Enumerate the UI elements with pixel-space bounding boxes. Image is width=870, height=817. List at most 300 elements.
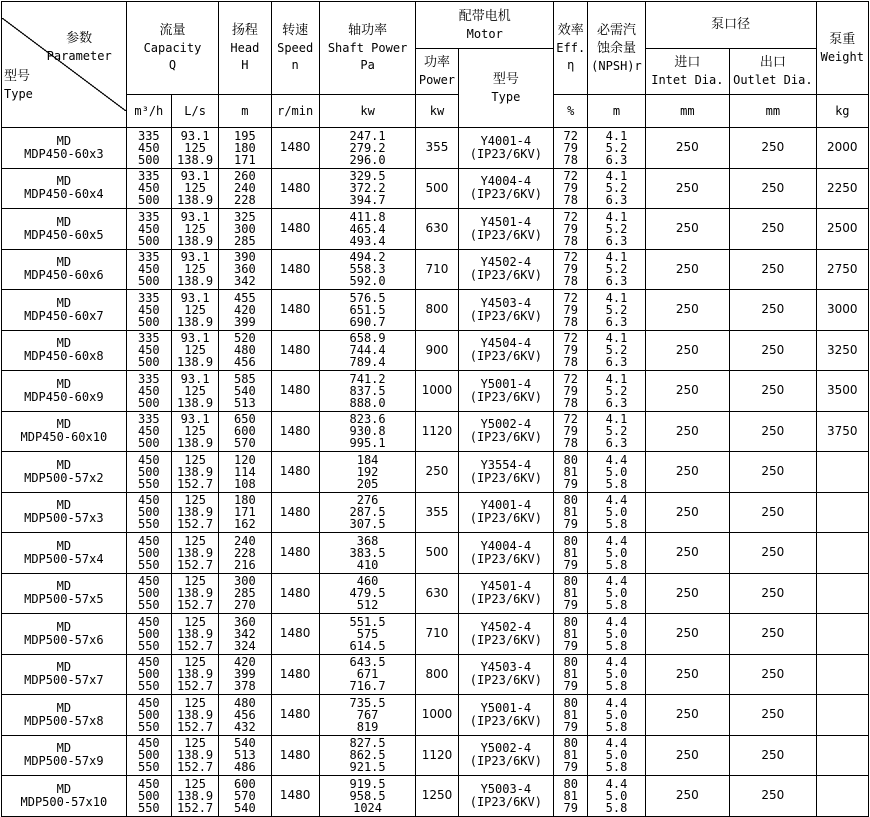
motor-model: Y4502-4	[480, 255, 532, 270]
speed-cell: 1480	[271, 371, 319, 412]
motor-protection: (IP23/6KV)	[469, 349, 542, 364]
head-cell	[219, 411, 271, 452]
head-cell-value: 342	[234, 274, 256, 289]
model-name: MDP500-57x6	[24, 632, 104, 647]
motor-protection: (IP23/6KV)	[469, 146, 542, 161]
capacity-m3h-cell-value: 500	[137, 274, 160, 289]
npsh-value: 6.3	[605, 314, 628, 329]
motor-zh: 配带电机	[458, 8, 511, 24]
head-cell-value: 540	[234, 383, 256, 398]
model-cell	[2, 411, 127, 452]
shaft-power-cell	[319, 330, 416, 371]
outlet-zh: 出口	[759, 55, 786, 70]
speed-cell: 1480	[271, 330, 319, 371]
speed-cell: 1480	[271, 128, 319, 169]
head-cell	[219, 330, 271, 371]
efficiency-cell	[554, 249, 588, 290]
capacity-ls-cell-value: 138.9	[177, 667, 214, 682]
capacity-m3h-cell-value: 500	[137, 395, 160, 410]
npsh-value: 5.2	[605, 221, 628, 236]
npsh-header	[588, 2, 645, 95]
head-cell	[219, 128, 271, 169]
capacity-ls-cell-value: 125	[184, 736, 206, 751]
npsh-value: 4.1	[605, 371, 628, 386]
capacity-m3h-cell-value: 450	[137, 736, 160, 751]
model-cell	[2, 573, 127, 614]
capacity-ls-cell-value: 125	[184, 221, 206, 236]
head-cell-value: 240	[234, 181, 256, 196]
capacity-m3h-cell-value: 335	[137, 250, 160, 265]
model-series: MD	[56, 133, 72, 148]
capacity-ls-cell-value: 125	[184, 493, 206, 508]
motor-type-cell	[458, 330, 554, 371]
capacity-ls-cell-value: 138.9	[177, 274, 214, 289]
outlet-dia-cell: 250	[730, 411, 817, 452]
shaft-power-cell	[319, 492, 416, 533]
capacity-ls-cell-value: 125	[184, 655, 206, 670]
efficiency-value: 80	[563, 533, 578, 548]
npsh-value: 6.3	[605, 193, 628, 208]
capacity-m3h-cell-value: 450	[137, 221, 160, 236]
model-cell	[2, 209, 127, 250]
capacity-m3h-cell	[126, 492, 171, 533]
inlet-header	[645, 49, 729, 95]
outlet-dia-cell: 250	[730, 654, 817, 695]
shaft-power-value: 368	[356, 533, 379, 548]
model-name: MDP500-57x2	[24, 470, 104, 485]
head-cell-value: 420	[234, 302, 256, 317]
head-cell-value: 324	[234, 638, 256, 653]
capacity-m3h-cell-value: 500	[137, 626, 160, 641]
shaft-power-value: 192	[356, 464, 379, 479]
motor-protection: (IP23/6KV)	[469, 430, 542, 445]
npsh-value: 6.3	[605, 395, 628, 410]
capacity-ls-cell-value: 138.9	[177, 193, 214, 208]
weight-cell	[816, 776, 868, 817]
motor-type-zh: 型号	[492, 71, 519, 87]
head-cell-value: 285	[234, 586, 256, 601]
npsh-cell	[588, 330, 645, 371]
shaft-power-cell	[319, 573, 416, 614]
capacity-m3h-cell-value: 450	[137, 383, 160, 398]
efficiency-value: 79	[563, 424, 578, 439]
capacity-m3h-cell-value: 500	[137, 233, 160, 248]
head-cell-value: 342	[234, 626, 256, 641]
head-cell-value: 513	[234, 748, 256, 763]
shaft-power-cell	[319, 735, 416, 776]
model-series: MD	[56, 376, 72, 391]
motor-power-cell: 355	[416, 128, 458, 169]
motor-protection: (IP23/6KV)	[469, 713, 542, 728]
head-cell-value: 114	[234, 464, 256, 479]
capacity-m3h-cell	[126, 128, 171, 169]
model-series: MD	[56, 700, 72, 715]
speed-cell: 1480	[271, 290, 319, 331]
capacity-m3h-cell	[126, 614, 171, 655]
model-cell	[2, 695, 127, 736]
efficiency-value: 72	[563, 250, 578, 265]
unit-outlet: mm	[730, 95, 817, 128]
shaft-power-value: 789.4	[349, 355, 386, 370]
shaft-power-value: 279.2	[349, 140, 386, 155]
capacity-m3h-cell-value: 335	[137, 128, 160, 143]
capacity-m3h-cell-value: 500	[137, 667, 160, 682]
weight-cell	[816, 654, 868, 695]
capacity-ls-cell-value: 93.1	[180, 209, 210, 224]
shaft-power-value: 247.1	[349, 128, 386, 143]
table-row	[2, 452, 869, 493]
motor-power-cell: 710	[416, 249, 458, 290]
shaft-power-value: 827.5	[349, 736, 386, 751]
capacity-ls-cell-value: 125	[184, 614, 206, 629]
head-cell-value: 540	[234, 800, 256, 815]
inlet-dia-cell: 250	[645, 654, 729, 695]
shaft-power-value: 767	[356, 707, 379, 722]
efficiency-cell	[554, 411, 588, 452]
motor-protection: (IP23/6KV)	[469, 187, 542, 202]
shaft-power-value: 558.3	[349, 262, 386, 277]
npsh-cell	[588, 776, 645, 817]
capacity-ls-cell-value: 93.1	[180, 331, 210, 346]
motor-power-cell: 1120	[416, 735, 458, 776]
shaft-power-value: 690.7	[349, 314, 386, 329]
efficiency-cell	[554, 573, 588, 614]
capacity-ls-cell-value: 152.7	[177, 598, 214, 613]
head-cell	[219, 654, 271, 695]
head-cell-value: 300	[234, 574, 256, 589]
model-cell	[2, 128, 127, 169]
capacity-m3h-cell-value: 450	[137, 695, 160, 710]
capacity-ls-cell-value: 125	[184, 181, 206, 196]
capacity-ls-cell	[171, 330, 218, 371]
model-cell	[2, 371, 127, 412]
shaft-power-value: 958.5	[349, 788, 386, 803]
npsh-value: 5.0	[605, 545, 628, 560]
efficiency-value: 81	[563, 505, 578, 520]
efficiency-value: 72	[563, 331, 578, 346]
npsh-value: 4.4	[605, 614, 628, 629]
efficiency-cell	[554, 290, 588, 331]
head-cell	[219, 290, 271, 331]
model-series: MD	[56, 255, 72, 270]
head-cell-value: 260	[234, 169, 256, 184]
npsh-value: 5.8	[605, 517, 628, 532]
inlet-en: Intet Dia.	[651, 73, 724, 87]
weight-cell	[816, 573, 868, 614]
head-cell-value: 520	[234, 331, 256, 346]
model-name: MDP450-60x8	[24, 349, 104, 364]
motor-power-cell: 1000	[416, 371, 458, 412]
head-cell-value: 432	[234, 719, 256, 734]
motor-type-cell	[458, 573, 554, 614]
head-cell-value: 108	[234, 476, 256, 491]
head-symbol: H	[241, 58, 249, 72]
capacity-m3h-cell-value: 500	[137, 355, 160, 370]
npsh-value: 4.1	[605, 250, 628, 265]
head-cell-value: 399	[234, 314, 256, 329]
weight-en: Weight	[820, 49, 864, 64]
model-series: MD	[56, 781, 72, 796]
efficiency-value: 81	[563, 464, 578, 479]
outlet-dia-cell: 250	[730, 452, 817, 493]
npsh-value: 4.1	[605, 412, 628, 427]
motor-power-cell: 710	[416, 614, 458, 655]
table-row	[2, 776, 869, 817]
capacity-m3h-cell-value: 550	[137, 557, 160, 572]
speed-cell: 1480	[271, 492, 319, 533]
motor-type-cell	[458, 290, 554, 331]
capacity-ls-cell	[171, 209, 218, 250]
npsh-value: 5.2	[605, 302, 628, 317]
outlet-dia-cell: 250	[730, 168, 817, 209]
shaft-power-value: 551.5	[349, 614, 386, 629]
capacity-ls-cell	[171, 735, 218, 776]
motor-model: Y5001-4	[480, 376, 532, 391]
model-cell	[2, 735, 127, 776]
inlet-dia-cell: 250	[645, 249, 729, 290]
inlet-dia-cell: 250	[645, 695, 729, 736]
unit-shaft-power: kw	[319, 95, 416, 128]
shaft-power-value: 575	[356, 626, 379, 641]
shaft-power-value: 741.2	[349, 371, 386, 386]
npsh-value: 4.4	[605, 533, 628, 548]
motor-protection: (IP23/6KV)	[469, 551, 542, 566]
shaft-power-value: 744.4	[349, 343, 386, 358]
npsh-cell	[588, 735, 645, 776]
motor-protection: (IP23/6KV)	[469, 673, 542, 688]
motor-power-cell: 800	[416, 654, 458, 695]
capacity-ls-cell-value: 152.7	[177, 476, 214, 491]
npsh-value: 5.2	[605, 343, 628, 358]
model-en-label: Type	[4, 87, 33, 101]
efficiency-value: 80	[563, 614, 578, 629]
capacity-m3h-cell	[126, 371, 171, 412]
capacity-m3h-cell-value: 500	[137, 314, 160, 329]
capacity-m3h-cell-value: 550	[137, 517, 160, 532]
efficiency-value: 79	[563, 383, 578, 398]
efficiency-value: 79	[563, 760, 578, 775]
motor-model: Y4001-4	[480, 498, 532, 513]
shaft-power-value: 493.4	[349, 233, 386, 248]
npsh-zh-1: 必需汽	[596, 22, 636, 38]
shaft-power-value: 287.5	[349, 505, 386, 520]
head-cell	[219, 573, 271, 614]
npsh-value: 4.4	[605, 452, 628, 467]
table-row	[2, 128, 869, 169]
efficiency-cell	[554, 492, 588, 533]
shaft-power-value: 394.7	[349, 193, 386, 208]
motor-model: Y4004-4	[480, 538, 532, 553]
capacity-m3h-cell-value: 335	[137, 371, 160, 386]
inlet-dia-cell: 250	[645, 330, 729, 371]
efficiency-value: 79	[563, 679, 578, 694]
efficiency-value: 79	[563, 598, 578, 613]
shaft-power-cell	[319, 776, 416, 817]
port-header	[645, 2, 816, 49]
outlet-dia-cell: 250	[730, 492, 817, 533]
model-name: MDP500-57x8	[24, 713, 104, 728]
npsh-value: 4.1	[605, 169, 628, 184]
outlet-dia-cell: 250	[730, 128, 817, 169]
motor-type-cell	[458, 411, 554, 452]
shaft-power-value: 329.5	[349, 169, 386, 184]
model-cell	[2, 776, 127, 817]
outlet-en: Outlet Dia.	[733, 73, 813, 87]
npsh-value: 4.4	[605, 736, 628, 751]
head-cell-value: 480	[234, 695, 256, 710]
shaft-power-cell	[319, 249, 416, 290]
head-header	[219, 2, 271, 95]
capacity-ls-cell-value: 138.9	[177, 233, 214, 248]
capacity-m3h-cell	[126, 654, 171, 695]
head-cell-value: 570	[234, 436, 256, 451]
efficiency-value: 81	[563, 626, 578, 641]
model-name: MDP450-60x6	[24, 268, 104, 283]
weight-cell	[816, 492, 868, 533]
head-cell	[219, 614, 271, 655]
weight-cell: 2000	[816, 128, 868, 169]
motor-header	[416, 2, 554, 49]
head-cell-value: 378	[234, 679, 256, 694]
npsh-value: 4.1	[605, 331, 628, 346]
head-cell-value: 180	[234, 493, 256, 508]
head-cell-value: 270	[234, 598, 256, 613]
efficiency-value: 79	[563, 557, 578, 572]
efficiency-value: 80	[563, 452, 578, 467]
motor-model: Y5003-4	[480, 781, 532, 796]
motor-power-cell: 630	[416, 209, 458, 250]
weight-cell: 3750	[816, 411, 868, 452]
capacity-ls-cell-value: 125	[184, 302, 206, 317]
npsh-value: 5.0	[605, 667, 628, 682]
head-cell-value: 456	[234, 355, 256, 370]
capacity-ls-cell-value: 125	[184, 533, 206, 548]
capacity-m3h-cell-value: 550	[137, 476, 160, 491]
model-name: MDP450-60x10	[20, 430, 108, 445]
npsh-cell	[588, 168, 645, 209]
npsh-cell	[588, 371, 645, 412]
capacity-m3h-cell-value: 550	[137, 638, 160, 653]
efficiency-cell	[554, 128, 588, 169]
npsh-value: 5.8	[605, 719, 628, 734]
head-cell-value: 420	[234, 655, 256, 670]
inlet-dia-cell: 250	[645, 411, 729, 452]
shaft-power-value: 512	[356, 598, 379, 613]
param-zh-label: 参数	[66, 31, 93, 46]
npsh-value: 5.8	[605, 598, 628, 613]
capacity-ls-cell	[171, 614, 218, 655]
motor-type-cell	[458, 695, 554, 736]
shaft-power-value: 735.5	[349, 695, 386, 710]
motor-model: Y4004-4	[480, 174, 532, 189]
npsh-zh-2: 蚀余量	[596, 40, 636, 56]
capacity-ls-cell-value: 125	[184, 695, 206, 710]
shaft-power-value: 184	[356, 452, 379, 467]
motor-power-cell: 1250	[416, 776, 458, 817]
efficiency-value: 72	[563, 169, 578, 184]
outlet-dia-cell: 250	[730, 614, 817, 655]
model-name: MDP500-57x3	[24, 511, 104, 526]
head-cell-value: 325	[234, 209, 256, 224]
motor-type-cell	[458, 776, 554, 817]
efficiency-cell	[554, 168, 588, 209]
efficiency-value: 72	[563, 209, 578, 224]
motor-power-cell: 500	[416, 533, 458, 574]
capacity-m3h-cell-value: 335	[137, 412, 160, 427]
motor-protection: (IP23/6KV)	[469, 308, 542, 323]
model-cell	[2, 452, 127, 493]
head-cell-value: 399	[234, 667, 256, 682]
shaft-power-value: 460	[356, 574, 379, 589]
npsh-value: 5.8	[605, 679, 628, 694]
inlet-dia-cell: 250	[645, 533, 729, 574]
model-cell	[2, 168, 127, 209]
head-cell	[219, 695, 271, 736]
efficiency-value: 81	[563, 586, 578, 601]
capacity-ls-cell	[171, 371, 218, 412]
capacity-m3h-cell	[126, 533, 171, 574]
npsh-value: 4.4	[605, 655, 628, 670]
capacity-ls-cell	[171, 168, 218, 209]
efficiency-cell	[554, 614, 588, 655]
model-cell	[2, 654, 127, 695]
npsh-value: 4.4	[605, 695, 628, 710]
efficiency-value: 78	[563, 395, 578, 410]
capacity-m3h-cell-value: 450	[137, 493, 160, 508]
table-row	[2, 573, 869, 614]
speed-cell: 1480	[271, 776, 319, 817]
capacity-ls-cell-value: 125	[184, 140, 206, 155]
model-cell	[2, 533, 127, 574]
weight-cell: 3500	[816, 371, 868, 412]
shaft-power-cell	[319, 371, 416, 412]
capacity-m3h-cell-value: 450	[137, 574, 160, 589]
npsh-value: 5.2	[605, 140, 628, 155]
param-en-label: Parameter	[46, 49, 112, 63]
weight-cell	[816, 735, 868, 776]
shaft-power-cell	[319, 411, 416, 452]
shaft-power-value: 716.7	[349, 679, 386, 694]
capacity-ls-cell	[171, 128, 218, 169]
speed-cell: 1480	[271, 695, 319, 736]
unit-capacity-ls: L/s	[171, 95, 218, 128]
header-row-1	[2, 2, 869, 49]
inlet-dia-cell: 250	[645, 371, 729, 412]
weight-cell: 3250	[816, 330, 868, 371]
efficiency-value: 72	[563, 290, 578, 305]
speed-header	[271, 2, 319, 95]
efficiency-value: 78	[563, 152, 578, 167]
unit-head: m	[219, 95, 271, 128]
motor-power-cell: 1120	[416, 411, 458, 452]
model-zh-label: 型号	[4, 69, 31, 84]
head-cell-value: 360	[234, 614, 256, 629]
motor-protection: (IP23/6KV)	[469, 632, 542, 647]
capacity-ls-cell	[171, 533, 218, 574]
capacity-ls-cell-value: 93.1	[180, 412, 210, 427]
capacity-ls-cell-value: 138.9	[177, 314, 214, 329]
head-cell-value: 300	[234, 221, 256, 236]
capacity-m3h-cell-value: 550	[137, 800, 160, 815]
capacity-ls-cell-value: 93.1	[180, 250, 210, 265]
capacity-ls-cell	[171, 290, 218, 331]
model-series: MD	[56, 579, 72, 594]
capacity-m3h-cell-value: 450	[137, 424, 160, 439]
head-zh: 扬程	[231, 23, 258, 38]
capacity-m3h-cell-value: 500	[137, 586, 160, 601]
capacity-m3h-cell-value: 450	[137, 776, 160, 791]
capacity-m3h-cell-value: 550	[137, 719, 160, 734]
